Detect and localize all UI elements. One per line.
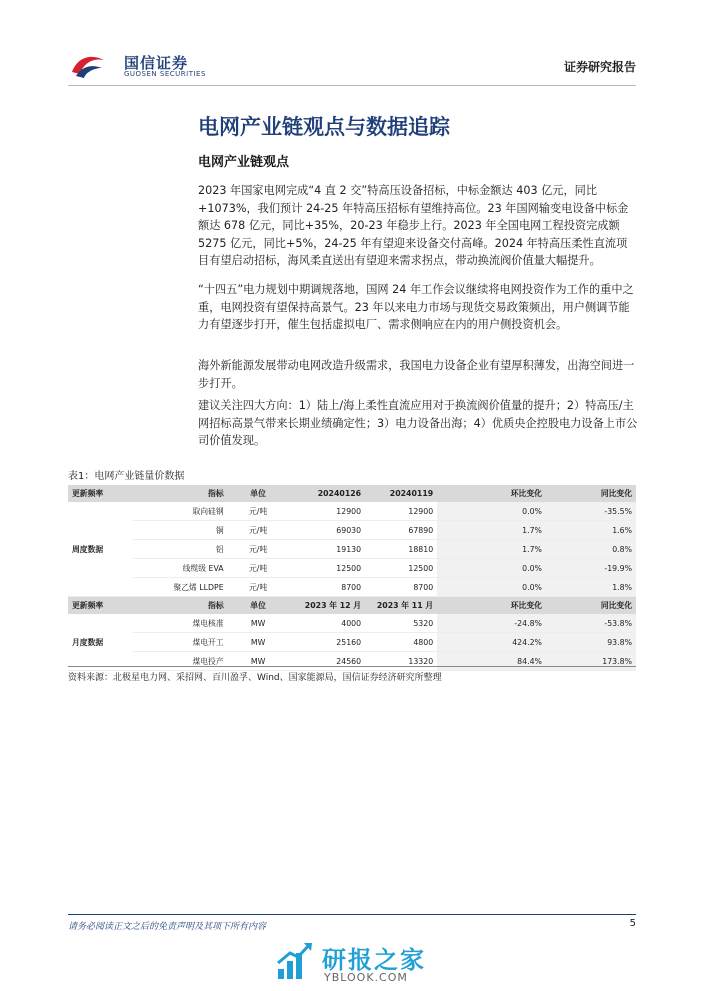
table-row [68,633,636,652]
table-cell: -19.9% [546,559,636,578]
table-cell: 12900 [289,502,366,521]
table-cell: -35.5% [546,502,636,521]
table-cell: 8700 [289,578,366,597]
table-header-cell: 同比变化 [546,597,636,615]
table-cell: 1.7% [437,521,546,540]
table-cell: 69030 [289,521,366,540]
table-cell: 铜 [133,521,228,540]
table-cell: 4000 [289,614,366,633]
guosen-logo-icon [68,50,108,80]
watermark-logo-icon [276,941,314,981]
data-source-note: 资料来源：北极星电力网、采招网、百川盈孚、Wind、国家能源局，国信证券经济研究所整理 [68,673,442,683]
table-cell: 18810 [365,540,437,559]
table-cell: 聚乙烯 LLDPE [133,578,228,597]
table-header-cell: 同比变化 [546,485,636,502]
table-cell: 煤电核准 [133,614,228,633]
report-type-label: 证券研究报告 [563,60,636,74]
table-cell: 8700 [365,578,437,597]
table-cell: 元/吨 [228,559,289,578]
header-divider [68,85,636,86]
table-cell: 424.2% [437,633,546,652]
disclaimer-text: 请务必阅读正文之后的免责声明及其项下所有内容 [68,922,267,932]
price-volume-table [68,485,636,671]
table-cell: MW [228,652,289,671]
table-header-cell: 环比变化 [437,597,546,615]
table-cell: 0.0% [437,578,546,597]
sub-title: 电网产业链观点 [198,155,290,170]
table-cell: -24.8% [437,614,546,633]
table-row [68,652,636,671]
logo-text-en: GUOSEN SECURITIES [124,70,206,78]
table-header-monthly [68,597,636,615]
table-caption: 表1：电网产业链量价数据 [68,471,185,482]
table-row [68,521,636,540]
table-header-cell: 单位 [228,485,289,502]
table-cell: 5320 [365,614,437,633]
table-header-cell: 20240119 [365,485,437,502]
page-number: 5 [629,918,636,929]
table-cell: 1.7% [437,540,546,559]
table-cell: 84.4% [437,652,546,671]
paragraph-3: 海外新能源发展带动电网改造升级需求，我国电力设备企业有望厚积薄发，出海空间进一步打开。 [198,359,635,390]
footer-divider [68,914,636,915]
table-cell: 1.6% [546,521,636,540]
table-cell: 元/吨 [228,540,289,559]
table-header-cell: 更新频率 [68,597,133,615]
table-cell: 煤电投产 [133,652,228,671]
table-header-cell: 2023 年 12 月 [289,597,366,615]
table-row [68,559,636,578]
table-cell: 取向硅钢 [133,502,228,521]
table-cell: 12900 [365,502,437,521]
table-header-cell: 指标 [133,485,228,502]
table-cell: 13320 [365,652,437,671]
table-header-weekly [68,485,636,502]
table-cell: 0.8% [546,540,636,559]
table-header-cell: 20240126 [289,485,366,502]
table-cell: -53.8% [546,614,636,633]
section-title: 电网产业链观点与数据追踪 [198,115,450,139]
watermark-text-cn: 研报之家 [322,946,426,974]
logo-text-cn: 国信证券 [124,54,189,72]
table-header-cell: 单位 [228,597,289,615]
table-cell: 元/吨 [228,521,289,540]
table-cell: 4800 [365,633,437,652]
paragraph-1: 2023 年国家电网完成“4 直 2 交”特高压设备招标，中标金额达 403 亿元，同比+1073%，我们预计 24-25 年特高压招标有望维持高位。23 年国网输变电设备中标金额达 678 亿元，同比+35%，20-23 年稳步上行。2023 年全国电网工程投资完成额 5275 亿元，同比+5%，24-25 年有望迎来设备交付高峰。2024 年特高压柔性直流项目有望启动招标，海风柔直送出有望迎来需求拐点，带动换流阀价值量大幅提升。 [198,184,629,268]
paragraph-2: “十四五”电力规划中期调规落地，国网 24 年工作会议继续将电网投资作为工作的重中之重，电网投资有望保持高景气。23 年以来电力市场与现货交易政策频出，用户侧调节能力有望逐步打开，催生包括虚拟电厂、需求侧响应在内的用户侧投资机会。 [198,283,634,332]
table-header-cell: 2023 年 11 月 [365,597,437,615]
table-cell: 铝 [133,540,228,559]
table-row [68,540,636,559]
table-cell: 0.0% [437,559,546,578]
table-cell: 0.0% [437,502,546,521]
paragraph-4: 建议关注四大方向：1）陆上/海上柔性直流应用对于换流阀价值量的提升；2）特高压/主网招标高景气带来长期业绩确定性；3）电力设备出海；4）优质央企控股电力设备上市公司价值发现。 [198,399,638,448]
table-row [68,578,636,597]
frequency-group-label: 周度数据 [68,502,133,597]
table-header-cell: 更新频率 [68,485,133,502]
table-cell: 24560 [289,652,366,671]
table-row [68,614,636,633]
table-cell: 12500 [289,559,366,578]
table-cell: 元/吨 [228,502,289,521]
watermark-text-en: YBLOOK.COM [324,971,408,984]
table-cell: 67890 [365,521,437,540]
table-cell: 93.8% [546,633,636,652]
table-cell: 元/吨 [228,578,289,597]
table-cell: 12500 [365,559,437,578]
table-cell: 25160 [289,633,366,652]
table-cell: 煤电开工 [133,633,228,652]
frequency-group-label: 月度数据 [68,614,133,671]
table-row [68,502,636,521]
table-header-cell: 环比变化 [437,485,546,502]
table-header-cell: 指标 [133,597,228,615]
table-cell: 1.8% [546,578,636,597]
table-cell: MW [228,614,289,633]
table-cell: 19130 [289,540,366,559]
table-bottom-rule [68,666,636,667]
page-header [68,50,636,82]
table-cell: MW [228,633,289,652]
table-cell: 173.8% [546,652,636,671]
table-cell: 线缆级 EVA [133,559,228,578]
